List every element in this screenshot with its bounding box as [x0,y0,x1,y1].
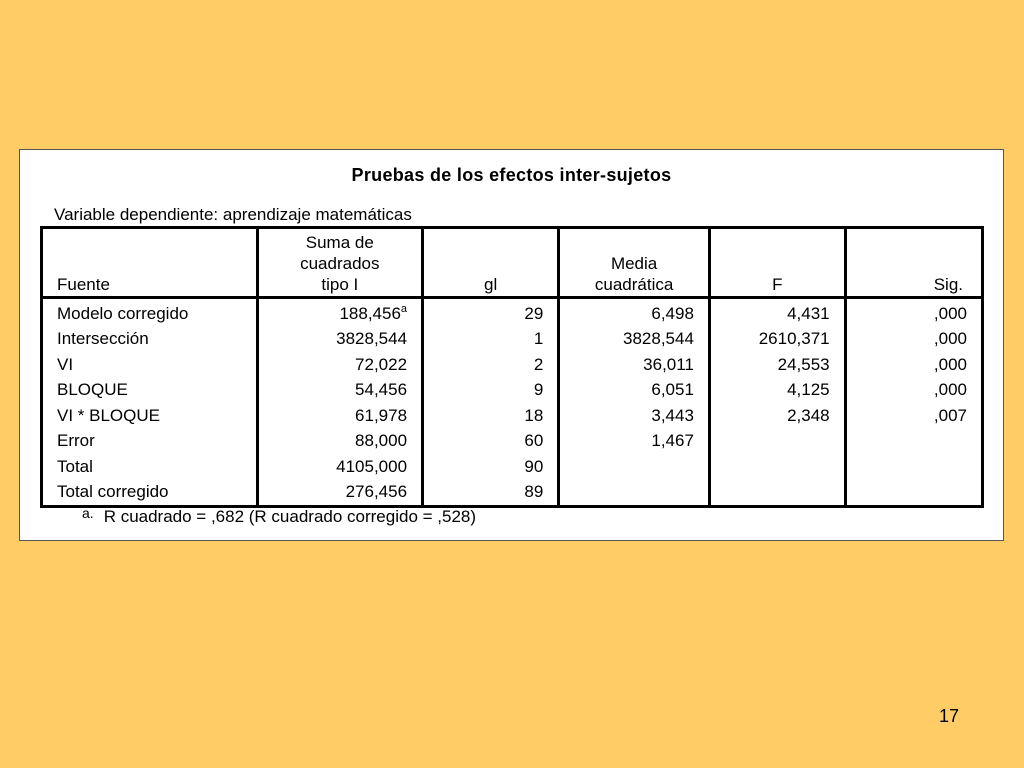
header-row [42,228,983,298]
table-header [42,228,983,298]
cell-media: 36,011 [559,352,710,378]
cell-suma: 3828,544 [257,327,423,353]
cell-media: 1,467 [559,429,710,455]
cell-fuente: VI * BLOQUE [57,405,160,425]
cell-sig: ,000 [845,298,982,327]
dependent-variable-label: Variable dependiente: aprendizaje matemáticas [54,205,412,224]
cell-sig [845,480,982,507]
cell-fuente: Modelo corregido [57,303,189,323]
cell-gl: 18 [423,403,559,429]
cell-gl: 1 [423,327,559,353]
cell-gl: 9 [423,378,559,404]
cell-suma: 54,456 [257,378,423,404]
cell-f: 4,431 [709,298,845,327]
cell-f [709,480,845,507]
cell-media: 3828,544 [559,327,710,353]
cell-sig [845,454,982,480]
header-suma-cuadrados [257,228,423,298]
slide-page-number: 17 [939,706,960,726]
cell-suma: 61,978 [257,403,423,429]
cell-fuente: Intersección [57,329,149,349]
table-body [42,298,983,507]
header-media-line: Media [610,254,658,273]
anova-table [40,226,984,508]
cell-sig: ,000 [845,378,982,404]
cell-suma: 88,000 [257,429,423,455]
table-row [42,403,983,429]
spss-output-panel [19,149,1004,541]
cell-sig: ,000 [845,327,982,353]
cell-fuente: Error [57,431,95,451]
table-row [42,352,983,378]
cell-suma [257,298,423,327]
cell-media [559,480,710,507]
cell-sig: ,000 [845,352,982,378]
table-row [42,327,983,353]
cell-suma: 276,456 [257,480,423,507]
table-row [42,298,983,327]
header-media-line: cuadrática [594,275,674,294]
cell-f [709,429,845,455]
cell-suma: 4105,000 [257,454,423,480]
header-suma-line: tipo I [321,275,359,294]
cell-f: 2610,371 [709,327,845,353]
cell-fuente: BLOQUE [57,380,128,400]
header-gl: gl [423,228,559,298]
cell-fuente: VI [57,354,74,374]
cell-gl: 89 [423,480,559,507]
table-row [42,378,983,404]
cell-suma-value: 188,456 [339,303,401,323]
header-suma-line: cuadrados [300,254,380,273]
header-suma-line: Suma de [305,233,374,252]
cell-fuente: Total corregido [57,482,169,502]
cell-gl: 29 [423,298,559,327]
cell-media: 6,051 [559,378,710,404]
table-row [42,480,983,507]
cell-media [559,454,710,480]
footnote-reference: a [400,302,408,315]
footnote-text: R cuadrado = ,682 (R cuadrado corregido = ,528) [103,507,477,526]
cell-fuente: Total [57,456,93,476]
cell-gl: 2 [423,352,559,378]
cell-f [709,454,845,480]
header-sig: Sig. [845,228,982,298]
cell-f: 4,125 [709,378,845,404]
cell-media: 6,498 [559,298,710,327]
cell-sig [845,429,982,455]
footnote-mark: a. [82,505,94,521]
header-media-cuadratica [559,228,710,298]
header-f: F [709,228,845,298]
cell-media: 3,443 [559,403,710,429]
header-fuente: Fuente [42,228,258,298]
cell-f: 24,553 [709,352,845,378]
table-row [42,454,983,480]
cell-f: 2,348 [709,403,845,429]
cell-gl: 90 [423,454,559,480]
table-footnote [82,507,476,527]
cell-gl: 60 [423,429,559,455]
table-title: Pruebas de los efectos inter-sujetos [351,165,672,185]
cell-suma: 72,022 [257,352,423,378]
table-row [42,429,983,455]
cell-sig: ,007 [845,403,982,429]
